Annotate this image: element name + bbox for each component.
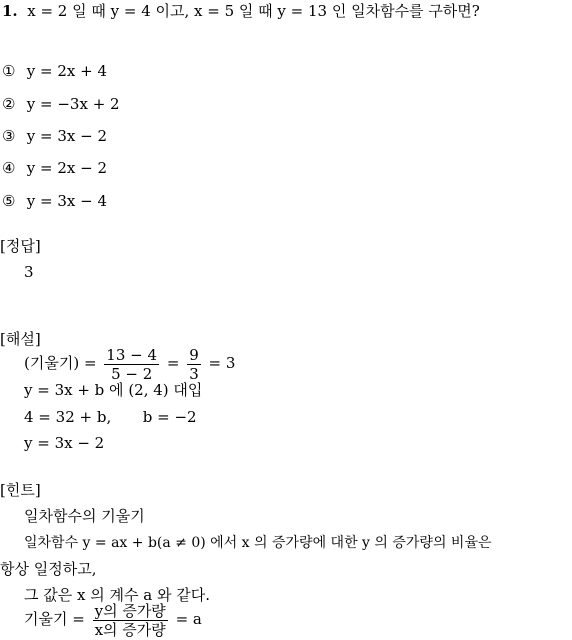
question-number: 1.	[2, 2, 18, 20]
option-marker: ②	[2, 95, 16, 113]
formula-fraction	[93, 603, 168, 638]
option-4[interactable]	[2, 159, 107, 177]
fraction-numerator: 9	[189, 345, 199, 364]
explanation-line-3	[24, 408, 197, 426]
option-expr: y = 3x − 2	[26, 127, 108, 145]
fraction-denominator: x의 증가량	[94, 620, 166, 639]
slope-fraction-2	[187, 347, 201, 382]
formula-prefix: 기울기 =	[24, 610, 85, 628]
option-2[interactable]	[2, 95, 120, 113]
option-expr: y = −3x + 2	[26, 95, 120, 113]
option-expr: y = 3x − 4	[26, 192, 108, 210]
equals-sign: =	[166, 354, 180, 372]
option-5[interactable]	[2, 192, 107, 210]
equation-part-a: 4 = 32 + b,	[24, 408, 112, 426]
question-text: x = 2 일 때 y = 4 이고, x = 5 일 때 y = 13 인 일차함수를 구하면?	[27, 2, 480, 20]
option-marker: ④	[2, 159, 16, 177]
option-marker: ①	[2, 62, 16, 80]
equation-part-b: b = −2	[142, 408, 197, 426]
slope-prefix: (기울기) =	[24, 354, 97, 372]
slope-formula	[24, 600, 202, 638]
slope-result: = 3	[208, 354, 236, 372]
question	[2, 2, 480, 20]
slope-equation	[24, 344, 235, 382]
option-marker: ⑤	[2, 192, 16, 210]
hint-line-3: 항상 일정하고,	[0, 560, 97, 578]
formula-suffix: = a	[175, 610, 202, 628]
fraction-numerator: y의 증가량	[94, 601, 166, 620]
answer-label: [정답]	[0, 237, 41, 255]
hint-line-4: 그 값은 x 의 계수 a 와 같다.	[24, 586, 210, 604]
option-1[interactable]	[2, 62, 107, 80]
option-expr: y = 2x − 2	[26, 159, 108, 177]
option-marker: ③	[2, 127, 16, 145]
explanation-line-4: y = 3x − 2	[24, 434, 105, 452]
slope-fraction-1	[104, 347, 159, 382]
hint-line-1: 일차함수의 기울기	[24, 507, 145, 525]
explanation-line-2: y = 3x + b 에 (2, 4) 대입	[24, 381, 203, 399]
option-3[interactable]	[2, 127, 107, 145]
option-expr: y = 2x + 4	[26, 62, 108, 80]
answer-value: 3	[24, 263, 34, 281]
fraction-numerator: 13 − 4	[106, 345, 158, 364]
hint-line-2: 일차함수 y = ax + b(a ≠ 0) 에서 x 의 증가량에 대한 y 의 증가량의 비율은	[24, 535, 492, 551]
fraction-denominator: 5 − 2	[111, 364, 153, 383]
explanation-label: [해설]	[0, 330, 41, 348]
hint-label: [힌트]	[0, 481, 41, 499]
fraction-denominator: 3	[189, 364, 199, 383]
